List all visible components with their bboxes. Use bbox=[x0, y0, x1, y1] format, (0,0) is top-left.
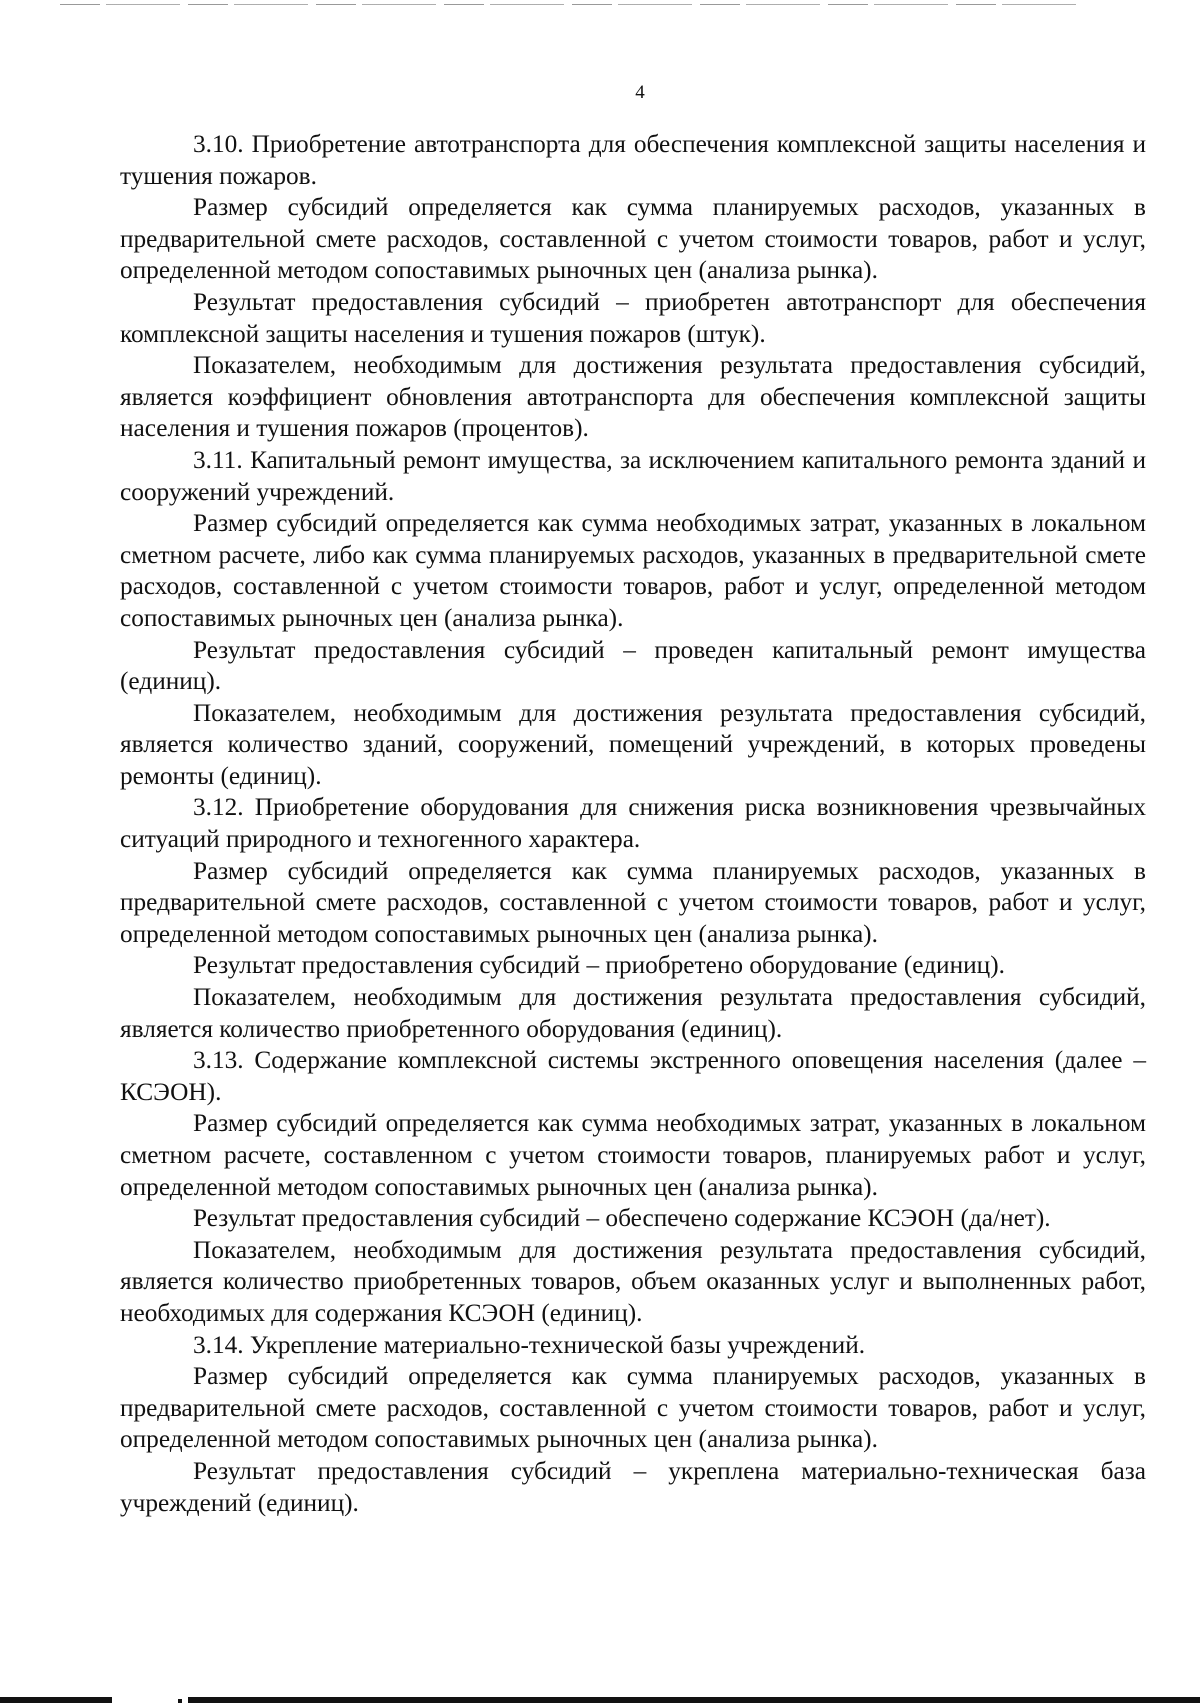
paragraph-3-10-result: Результат предоставления субсидий – приобретен автотранспорт для обеспечения комплексной защиты населения и тушения пожаров (штук). bbox=[120, 287, 1146, 348]
paragraph-3-14-size: Размер субсидий определяется как сумма планируемых расходов, указанных в предварительной смете расходов, составленной с учетом стоимости товаров, работ и услуг, определенной методом сопоставимых рыночных цен (анализа рынка). bbox=[120, 1362, 1146, 1454]
paragraph-3-10-heading: 3.10. Приобретение автотранспорта для обеспечения комплексной защиты населения и тушения пожаров. bbox=[120, 130, 1146, 190]
paragraph-3-11-heading: 3.11. Капитальный ремонт имущества, за исключением капитального ремонта зданий и сооружений учреждений. bbox=[120, 445, 1146, 506]
top-scan-line bbox=[60, 4, 1080, 5]
paragraph-3-13-indicator: Показателем, необходимым для достижения результата предоставления субсидий, является количество приобретенных товаров, объем оказанных услуг и выполненных работ, необходимых для содержания КСЭОН (единиц). bbox=[120, 1235, 1146, 1327]
paragraph-3-12-heading: 3.12. Приобретение оборудования для снижения риска возникновения чрезвычайных ситуаций природного и техногенного характера. bbox=[120, 793, 1146, 854]
paragraph-3-13-result: Результат предоставления субсидий – обеспечено содержание КСЭОН (да/нет). bbox=[193, 1204, 1051, 1233]
paragraph-3-12-result: Результат предоставления субсидий – приобретено оборудование (единиц). bbox=[193, 951, 1005, 980]
bottom-scan-bar-left bbox=[0, 1697, 112, 1703]
paragraph-3-11-indicator: Показателем, необходимым для достижения результата предоставления субсидий, является количество зданий, сооружений, помещений учреждений, в которых проведены ремонты (единиц). bbox=[120, 698, 1146, 790]
document-body bbox=[120, 129, 1146, 1519]
paragraph-3-11-size: Размер субсидий определяется как сумма необходимых затрат, указанных в локальном сметном расчете, либо как сумма планируемых расходов, указанных в предварительной смете расходов, составленной с учетом стоимости товаров, работ и услуг, определенной методом сопоставимых рыночных цен (анализа рынка). bbox=[120, 509, 1146, 632]
paragraph-3-12-size: Размер субсидий определяется как сумма планируемых расходов, указанных в предварительной смете расходов, составленной с учетом стоимости товаров, работ и услуг, определенной методом сопоставимых рыночных цен (анализа рынка). bbox=[120, 856, 1146, 948]
bottom-scan-bar-right bbox=[188, 1697, 1200, 1703]
paragraph-3-14-result: Результат предоставления субсидий – укреплена материально-техническая база учреждений (единиц). bbox=[120, 1456, 1146, 1517]
paragraph-3-12-indicator: Показателем, необходимым для достижения результата предоставления субсидий, является количество приобретенного оборудования (единиц). bbox=[120, 983, 1146, 1043]
paragraph-3-13-size: Размер субсидий определяется как сумма необходимых затрат, указанных в локальном сметном расчете, составленном с учетом стоимости товаров, планируемых работ и услуг, определенной методом сопоставимых рыночных цен (анализа рынка). bbox=[120, 1109, 1146, 1201]
paragraph-3-14-heading: 3.14. Укрепление материально-технической базы учреждений. bbox=[193, 1330, 866, 1359]
paragraph-3-10-indicator: Показателем, необходимым для достижения результата предоставления субсидий, является коэффициент обновления автотранспорта для обеспечения комплексной защиты населения и тушения пожаров (процентов). bbox=[120, 351, 1146, 443]
paragraph-3-11-result: Результат предоставления субсидий – проведен капитальный ремонт имущества (единиц). bbox=[120, 635, 1146, 696]
bottom-scan-dot bbox=[178, 1699, 182, 1703]
page-number: 4 bbox=[635, 82, 645, 103]
paragraph-3-13-heading: 3.13. Содержание комплексной системы экстренного оповещения населения (далее – КСЭОН). bbox=[120, 1046, 1146, 1106]
paragraph-3-10-size: Размер субсидий определяется как сумма планируемых расходов, указанных в предварительной смете расходов, составленной с учетом стоимости товаров, работ и услуг, определенной методом сопоставимых рыночных цен (анализа рынка). bbox=[120, 193, 1146, 285]
